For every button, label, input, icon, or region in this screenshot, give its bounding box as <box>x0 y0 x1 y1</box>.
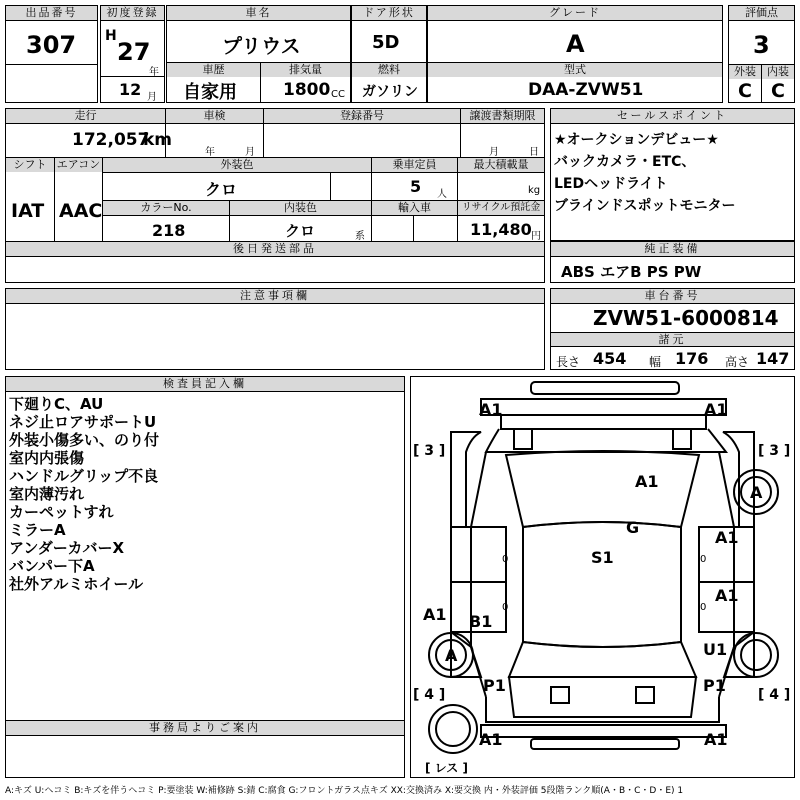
corner-label: [ 4 ] <box>413 687 446 703</box>
dims-len-value: 454 <box>593 349 627 368</box>
corner-label: [ 3 ] <box>758 443 791 459</box>
spare-label: [ レス ] <box>425 761 468 775</box>
displacement-box <box>260 62 351 103</box>
regno-label: 登録番号 <box>264 109 460 123</box>
lot-number: 307 <box>26 31 77 59</box>
inspection-label: 車検 <box>166 109 263 123</box>
aircon-label: エアコン <box>56 158 101 171</box>
recycle-unit: 円 <box>531 231 541 242</box>
mark-wheel-rf: A <box>750 483 763 502</box>
mark-front-left: A1 <box>479 400 503 419</box>
rear-bumper <box>481 725 726 737</box>
svg-text:0: 0 <box>502 602 509 613</box>
car-outline-svg <box>411 377 794 777</box>
colorno-value: 218 <box>152 221 186 240</box>
intcolor-unit: 系 <box>355 231 365 242</box>
fuel-label: 燃料 <box>352 63 426 77</box>
equipment-value: ABS エアB PS PW <box>561 263 702 281</box>
exterior-label: 外装 <box>729 65 761 79</box>
history-box <box>166 62 261 103</box>
capacity-unit: 人 <box>437 189 447 200</box>
mark-right-front-door: A1 <box>715 528 739 547</box>
history-label: 車歴 <box>167 63 260 77</box>
color-label: 外装色 <box>103 158 371 172</box>
door-value: 5D <box>372 32 400 53</box>
light-left <box>514 429 532 449</box>
fuel-box <box>351 62 427 103</box>
inspector-line: 社外アルミホイール <box>9 575 144 593</box>
chassis-box <box>550 288 795 370</box>
inspector-line: 下廻りC、AU <box>9 395 104 413</box>
legend-text: A:キズ U:ヘコミ B:キズを伴うヘコミ P:要塗装 W:補修跡 S:錆 C:腐食 G:フロントガラス点キズ XX:交換済み X:要交換 内・外装評価 5段階ランク順(A・B・C・D・E) 1 <box>5 786 684 796</box>
equipment-box <box>550 241 795 283</box>
inspection-month-unit: 月 <box>245 147 255 158</box>
reg-label: 初度登録 <box>101 6 164 21</box>
door-box <box>351 5 427 63</box>
door-label: ドア形状 <box>352 6 426 21</box>
intcolor-label: 内装色 <box>230 201 371 215</box>
reg-month: 12 <box>119 80 142 99</box>
grade-box <box>427 5 723 63</box>
score-label: 評価点 <box>729 6 794 21</box>
name-label: 車名 <box>167 6 350 21</box>
displacement-value: 1800 <box>283 80 331 100</box>
mileage-value: 172,057 <box>72 130 150 150</box>
mark-rear-bumper-left: A1 <box>479 730 503 749</box>
dims-label: 諸元 <box>551 333 794 346</box>
rear-panel <box>486 697 719 722</box>
inspector-line: ミラーA <box>9 521 66 539</box>
mark-left-rear-fender: B1 <box>469 612 493 631</box>
selling-label: セールスポイント <box>551 109 794 124</box>
inspector-line: バンパー下A <box>9 557 95 575</box>
corner-label: [ 3 ] <box>413 443 446 459</box>
inspector-line: 室内内張傷 <box>9 449 85 467</box>
mark-left-rear-door: A1 <box>423 605 447 624</box>
mark-glass: G <box>626 518 640 537</box>
svg-text:0: 0 <box>700 554 707 565</box>
reg-month-unit: 月 <box>147 92 157 103</box>
reg-era: H <box>105 28 117 44</box>
office-label: 事務局よりご案内 <box>6 721 404 736</box>
inspector-line: ネジ止ロアサポートU <box>9 413 157 431</box>
inspector-line: アンダーカバーX <box>9 539 125 557</box>
selling-line: バックカメラ・ETC、 <box>554 154 696 170</box>
mark-wheel-lr: A <box>445 646 458 665</box>
maxload-unit: kg <box>528 185 541 196</box>
left-fender-front <box>451 432 481 527</box>
intcolor-value: クロ <box>285 222 316 240</box>
dims-wid-value: 176 <box>675 349 709 368</box>
score-box <box>728 5 795 103</box>
interior-value: C <box>771 80 785 102</box>
car-name: プリウス <box>222 34 301 58</box>
lot-box <box>5 5 98 103</box>
recycle-value: 11,480 <box>470 220 532 239</box>
import-label: 輸入車 <box>372 201 457 215</box>
selling-line: LEDヘッドライト <box>554 176 668 192</box>
selling-line: ★オークションデビュー★ <box>554 132 719 148</box>
colorno-label: カラーNo. <box>103 201 229 215</box>
reg-box <box>100 5 165 103</box>
aircon-value: AAC <box>59 200 103 222</box>
reg-year-unit: 年 <box>149 67 159 78</box>
mark-front-right: A1 <box>704 400 728 419</box>
mark-hood: A1 <box>635 472 659 491</box>
transfer-day-unit: 日 <box>529 147 539 158</box>
recycle-label: リサイクル預託金 <box>458 201 544 215</box>
front-bumper <box>481 399 726 415</box>
grille <box>501 415 706 429</box>
transfer-month-unit: 月 <box>489 147 499 158</box>
car-diagram <box>410 376 795 778</box>
reg-year: 27 <box>117 38 151 66</box>
dims-wid-label: 幅 <box>649 355 662 369</box>
exterior-value: C <box>738 80 752 102</box>
selling-line: ブラインドスポットモニター <box>554 198 736 214</box>
model-box <box>427 62 723 103</box>
later-label: 後日発送部品 <box>6 242 544 256</box>
office-box <box>5 720 405 778</box>
corner-label: [ 4 ] <box>758 687 791 703</box>
caution-label: 注意事項欄 <box>6 289 544 304</box>
selling-box <box>550 108 795 241</box>
lot-label: 出品番号 <box>6 6 97 21</box>
grade-label: グレード <box>428 6 722 21</box>
front-bumper-top <box>531 382 679 394</box>
right-side <box>719 452 734 697</box>
equipment-label: 純正装備 <box>551 242 794 257</box>
mark-rear-left: P1 <box>483 676 506 695</box>
light-right <box>673 429 691 449</box>
inspector-line: 室内薄汚れ <box>9 485 85 503</box>
rear-bumper-bottom <box>531 739 679 749</box>
dims-hei-label: 高さ <box>725 355 750 369</box>
shift-label: シフト <box>6 158 54 172</box>
trunk <box>509 677 696 717</box>
grade-value: A <box>566 30 585 58</box>
left-front-door <box>451 527 509 582</box>
inspector-line: 外装小傷多い、のり付 <box>9 431 160 449</box>
rear-window <box>509 642 696 677</box>
inspector-box <box>5 376 405 721</box>
displacement-unit: CC <box>331 89 345 100</box>
maxload-label: 最大積載量 <box>458 158 544 172</box>
svg-text:0: 0 <box>700 602 707 613</box>
transfer-label: 譲渡書類期限 <box>461 109 544 123</box>
mark-roof: S1 <box>591 548 614 567</box>
score-value: 3 <box>753 31 770 59</box>
history-value: 自家用 <box>183 82 237 103</box>
capacity-label: 乗車定員 <box>372 158 457 172</box>
model-label: 型式 <box>428 63 722 77</box>
name-box <box>166 5 351 63</box>
inspector-label: 検査員記入欄 <box>6 377 404 392</box>
windshield <box>506 451 699 527</box>
interior-label: 内装 <box>762 65 794 79</box>
dims-hei-value: 147 <box>756 349 790 368</box>
inspector-line: ハンドルグリップ不良 <box>9 467 159 485</box>
inspector-line: カーペットすれ <box>9 503 114 521</box>
dims-len-label: 長さ <box>556 355 581 369</box>
svg-text:0: 0 <box>502 554 509 565</box>
color-value: クロ <box>205 180 238 199</box>
model-value: DAA-ZVW51 <box>528 80 644 100</box>
fuel-value: ガソリン <box>362 84 418 100</box>
capacity-value: 5 <box>410 177 422 196</box>
chassis-value: ZVW51-6000814 <box>593 306 779 330</box>
mark-rear-right: P1 <box>703 676 726 695</box>
roof <box>523 522 681 647</box>
inspection-year-unit: 年 <box>205 147 215 158</box>
mark-rear-bumper-right: A1 <box>704 730 728 749</box>
rear-light-right <box>636 687 654 703</box>
mileage-unit: km <box>143 130 173 150</box>
caution-box <box>5 288 545 370</box>
shift-value: IAT <box>11 200 45 222</box>
chassis-label: 車台番号 <box>551 289 794 304</box>
mark-right-rear-fender: U1 <box>703 640 728 659</box>
mileage-label: 走行 <box>6 109 165 123</box>
rear-light-left <box>551 687 569 703</box>
mark-right-rear-door: A1 <box>715 586 739 605</box>
displacement-label: 排気量 <box>261 63 350 77</box>
